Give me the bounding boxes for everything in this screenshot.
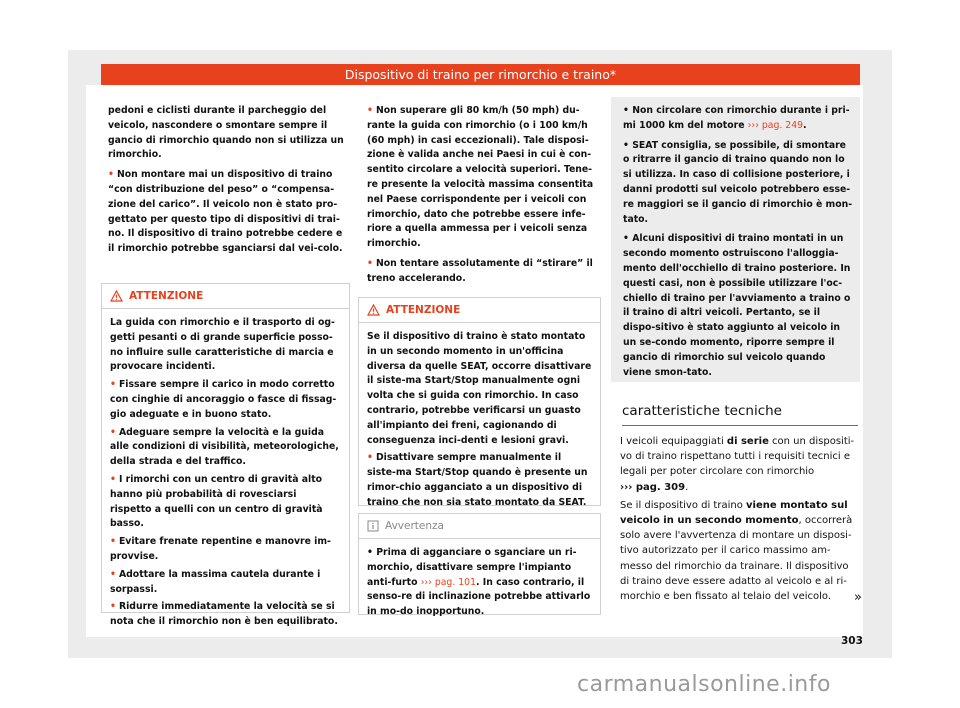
column-2 [367,104,601,292]
list-item: • Disattivare sempre manualmente il siste-ma Start/Stop quando è presente un rimor-chio agganciato a un dispositivo di traino che non sia stato montato da SEAT. [367,452,588,508]
page-number: 303 [841,635,863,647]
bullet-icon: • [367,452,373,464]
warning-triangle-icon [110,290,123,302]
list-item: • SEAT consiglia, se possibile, di smontare o ritrarre il gancio di traino quando non lo si utilizza. In caso di collisione posteriore, i danni prodotti sul veicolo potrebbero esse-re maggiori se il gancio di rimorchio è mon-tato. [623,139,853,225]
page-header: Dispositivo di traino per rimorchio e traino* [101,64,860,85]
warning-triangle-icon [367,304,380,316]
page-reference-link[interactable]: ››› pag. 309 [620,481,686,493]
list-item: • Adeguare sempre la velocità e la guida alle condizioni di visibilità, meteorologiche, della strada e del traffico. [110,426,339,468]
list-item: • Non tentare assolutamente di “stirare” il treno accelerando. [367,257,593,284]
notice-title: Avvertenza [385,520,444,532]
bullet-icon: • [110,536,116,548]
continue-arrow-icon: » [854,590,862,605]
bullet-icon: • [367,257,373,269]
list-item: • Adottare la massima cautela durante i sorpassi. [110,568,321,595]
warning-title: ATTENZIONE [129,290,204,302]
bullet-icon: • [623,139,633,151]
warning-box [101,283,350,628]
warning-header [359,298,600,323]
list-item: • Prima di agganciare o sganciare un ri-morchio, disattivare sempre l'impianto anti-furto ››› pag. 101. In caso contrario, il senso-re di inclinazione potrebbe attivarlo in mo-do inopportuno. [367,547,591,618]
page-reference-link[interactable]: ››› pag. 249 [747,119,804,131]
bullet-icon: • [623,233,633,245]
bullet-icon: • [110,601,116,613]
notice-header [359,514,600,539]
warning-header [102,284,349,309]
paragraph: Se il dispositivo di traino viene montato sul veicolo in un secondo momento, occorrerà solo avere l'avvertenza di montare un disposi-tivo autorizzato per il carico massimo am-messo del rimorchio da trainare. Il dispositivo di traino deve essere adatto al veicolo e al ri-morchio e ben fissato al telaio del veicolo. [620,499,853,603]
bullet-icon: • [110,473,116,485]
notice-body [359,539,600,630]
list-item: • Alcuni dispositivi di traino montati in un secondo momento ostruiscono l'alloggia-mento dell'occhiello di traino posteriore. In questi casi, non è possibile utilizzare l'oc-chiello di traino per l'avviamento a traino o il traino di altri veicoli. Pertanto, se il dispo-sitivo è stato aggiunto al veicolo in un se-condo momento, riporre sempre il gancio di rimorchio sul veicolo quando viene smon-tato. [623,233,851,378]
column-3 [623,104,855,385]
watermark: carmanualsonline.info [577,672,831,697]
list-item: • Non montare mai un dispositivo di traino “con distribuzione del peso” o “compensa-zione del carico”. Il veicolo non è stato pro-gettato per questo tipo di dispositivi di trai-no. Il dispositivo di traino potrebbe cedere e il rimorchio potrebbe sganciarsi dal vei-colo. [108,169,343,255]
section-title: caratteristiche tecniche [622,403,858,426]
paragraph: pedoni e ciclisti durante il parcheggio del veicolo, nascondere o smontare sempre il gancio di rimorchio quando non si utilizza un rimorchio. [108,105,344,161]
bullet-icon: • [110,426,116,438]
list-item: • Non circolare con rimorchio durante i pri-mi 1000 km del motore ››› pag. 249. [623,105,850,131]
bullet-icon: • [367,105,373,116]
info-square-icon [367,520,379,532]
notice-box [358,513,601,618]
list-item: • Non superare gli 80 km/h (50 mph) du-rante la guida con rimorchio (o i 100 km/h (60 mph) in casi eccezionali). Tale disposi-zione è valida anche nei Paesi in cui è con-sentito circolare a velocità superiori. Tene-re presente la velocità massima consentita nel Paese corrispondente per i veicoli con rimorchio, dato che potrebbe essere infe-riore a quella ammessa per i veicoli senza rimorchio. [367,105,594,250]
bullet-icon: • [110,379,116,391]
paragraph: I veicoli equipaggiati di serie con un dispositi-vo di traino rispettano tutti i requisiti tecnici e legali per poter circolare con rimorchio ››› pag. 309. [620,436,855,493]
list-item: • Evitare frenate repentine e manovre im-provvise. [110,536,331,562]
list-item: • I rimorchi con un centro di gravità alto hanno più probabilità di rovesciarsi rispetto a quelli con un centro di gravità basso. [110,473,323,530]
bullet-icon: • [110,568,116,580]
warning-body [102,309,349,640]
paragraph: Se il dispositivo di traino è stato montato in un secondo momento in un'officina diversa da quelle SEAT, occorre disattivare il siste-ma Start/Stop manualmente ogni volta che si guida con rimorchio. In caso contrario, potrebbe verificarsi un guasto all'impianto dei freni, cagionando di conseguenza inci-denti e lesioni gravi. [367,331,592,446]
column-1 [108,104,348,262]
list-item: • Ridurre immediatamente la velocità se si nota che il rimorchio non è ben equilibrato. [110,601,338,628]
bullet-icon: • [623,105,633,116]
list-item: • Fissare sempre il carico in modo corretto con cinghie di ancoraggio o fasce di fissag-gio adeguate e in buono stato. [110,379,337,420]
bullet-icon: • [367,547,377,558]
bullet-icon: • [108,169,114,181]
paragraph: La guida con rimorchio e il trasporto di og-getti pesanti o di grande superficie posso-no influire sulle caratteristiche di marcia e provocare incidenti. [110,317,335,373]
warning-body [359,323,600,521]
technical-text [620,434,860,607]
warning-title: ATTENZIONE [386,304,461,316]
warning-box [358,297,601,506]
page-reference-link[interactable]: ››› pag. 101 [420,576,476,588]
